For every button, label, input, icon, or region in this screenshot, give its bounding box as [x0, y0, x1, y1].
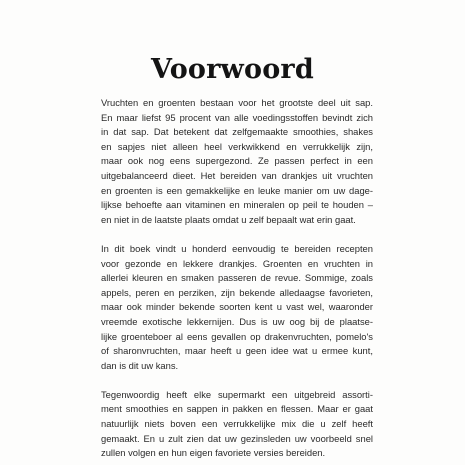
text-line: voor gezonde en lekkere drankjes. Groenten en vruchten in — [101, 257, 373, 269]
text-line: gemaakt. En u zult zien dat uw gezinsleden uw voorbeeld snel — [101, 432, 373, 444]
text-line: of sharonvruchten, maar heeft u geen idee wat u ermee kunt, — [101, 345, 373, 357]
page-title: Voorwoord — [151, 54, 314, 85]
text-line: vreemde exotische lekkernijen. Dus is uw oog bij de plaatse- — [101, 315, 373, 327]
text-line: lijke groenteboer al eens gevallen op drakenvruchten, pomelo's — [101, 330, 373, 342]
paragraph — [101, 96, 373, 227]
text-line: In dit boek vindt u honderd eenvoudig te bereiden recepten — [101, 242, 373, 254]
paragraph — [101, 388, 373, 461]
text-line: allerlei kleuren en smaken passeren de revue. Sommige, zoals — [101, 272, 373, 284]
text-line: en groenten is een gemakkelijke en leuke manier om uw dage- — [101, 184, 373, 196]
body-text — [101, 96, 373, 465]
paragraph — [101, 242, 373, 373]
text-line: in dat sap. Dat betekent dat zelfgemaakte smoothies, shakes — [101, 126, 373, 138]
text-line: ment smoothies en sappen in pakken en flessen. Maar er gaat — [101, 403, 373, 415]
text-line: uitgebalanceerd dieet. Het bereiden van drankjes uit vruchten — [101, 169, 373, 181]
text-line: dan is dit uw kans. — [101, 359, 179, 371]
text-line: zullen volgen en hun eigen favoriete versies bereiden. — [101, 447, 326, 459]
text-line: appels, peren en perziken, zijn bekende alledaagse favorieten, — [101, 286, 373, 298]
text-line: en sapjes niet alleen heel verkwikkend en verrukkelijk zijn, — [101, 140, 373, 152]
text-line: En maar liefst 95 procent van alle voedingsstoffen bevindt zich — [101, 111, 373, 123]
text-line: maar ook minder bekende soorten kent u vast wel, waaronder — [101, 301, 373, 313]
text-line: Vruchten en groenten bestaan voor het grootste deel uit sap. — [101, 97, 373, 108]
text-line: Tegenwoordig heeft elke supermarkt een uitgebreid assorti- — [101, 388, 373, 400]
text-line: natuurlijk niets boven een verrukkelijke mix die u zelf heeft — [101, 418, 373, 430]
text-line: maar ook nog eens supergezond. Ze passen perfect in een — [101, 155, 373, 167]
text-line: en niet in de laatste plaats omdat u zelf bepaalt wat erin gaat. — [101, 213, 356, 225]
text-line: lijkse behoefte aan vitaminen en mineralen op peil te houden – — [101, 199, 373, 211]
